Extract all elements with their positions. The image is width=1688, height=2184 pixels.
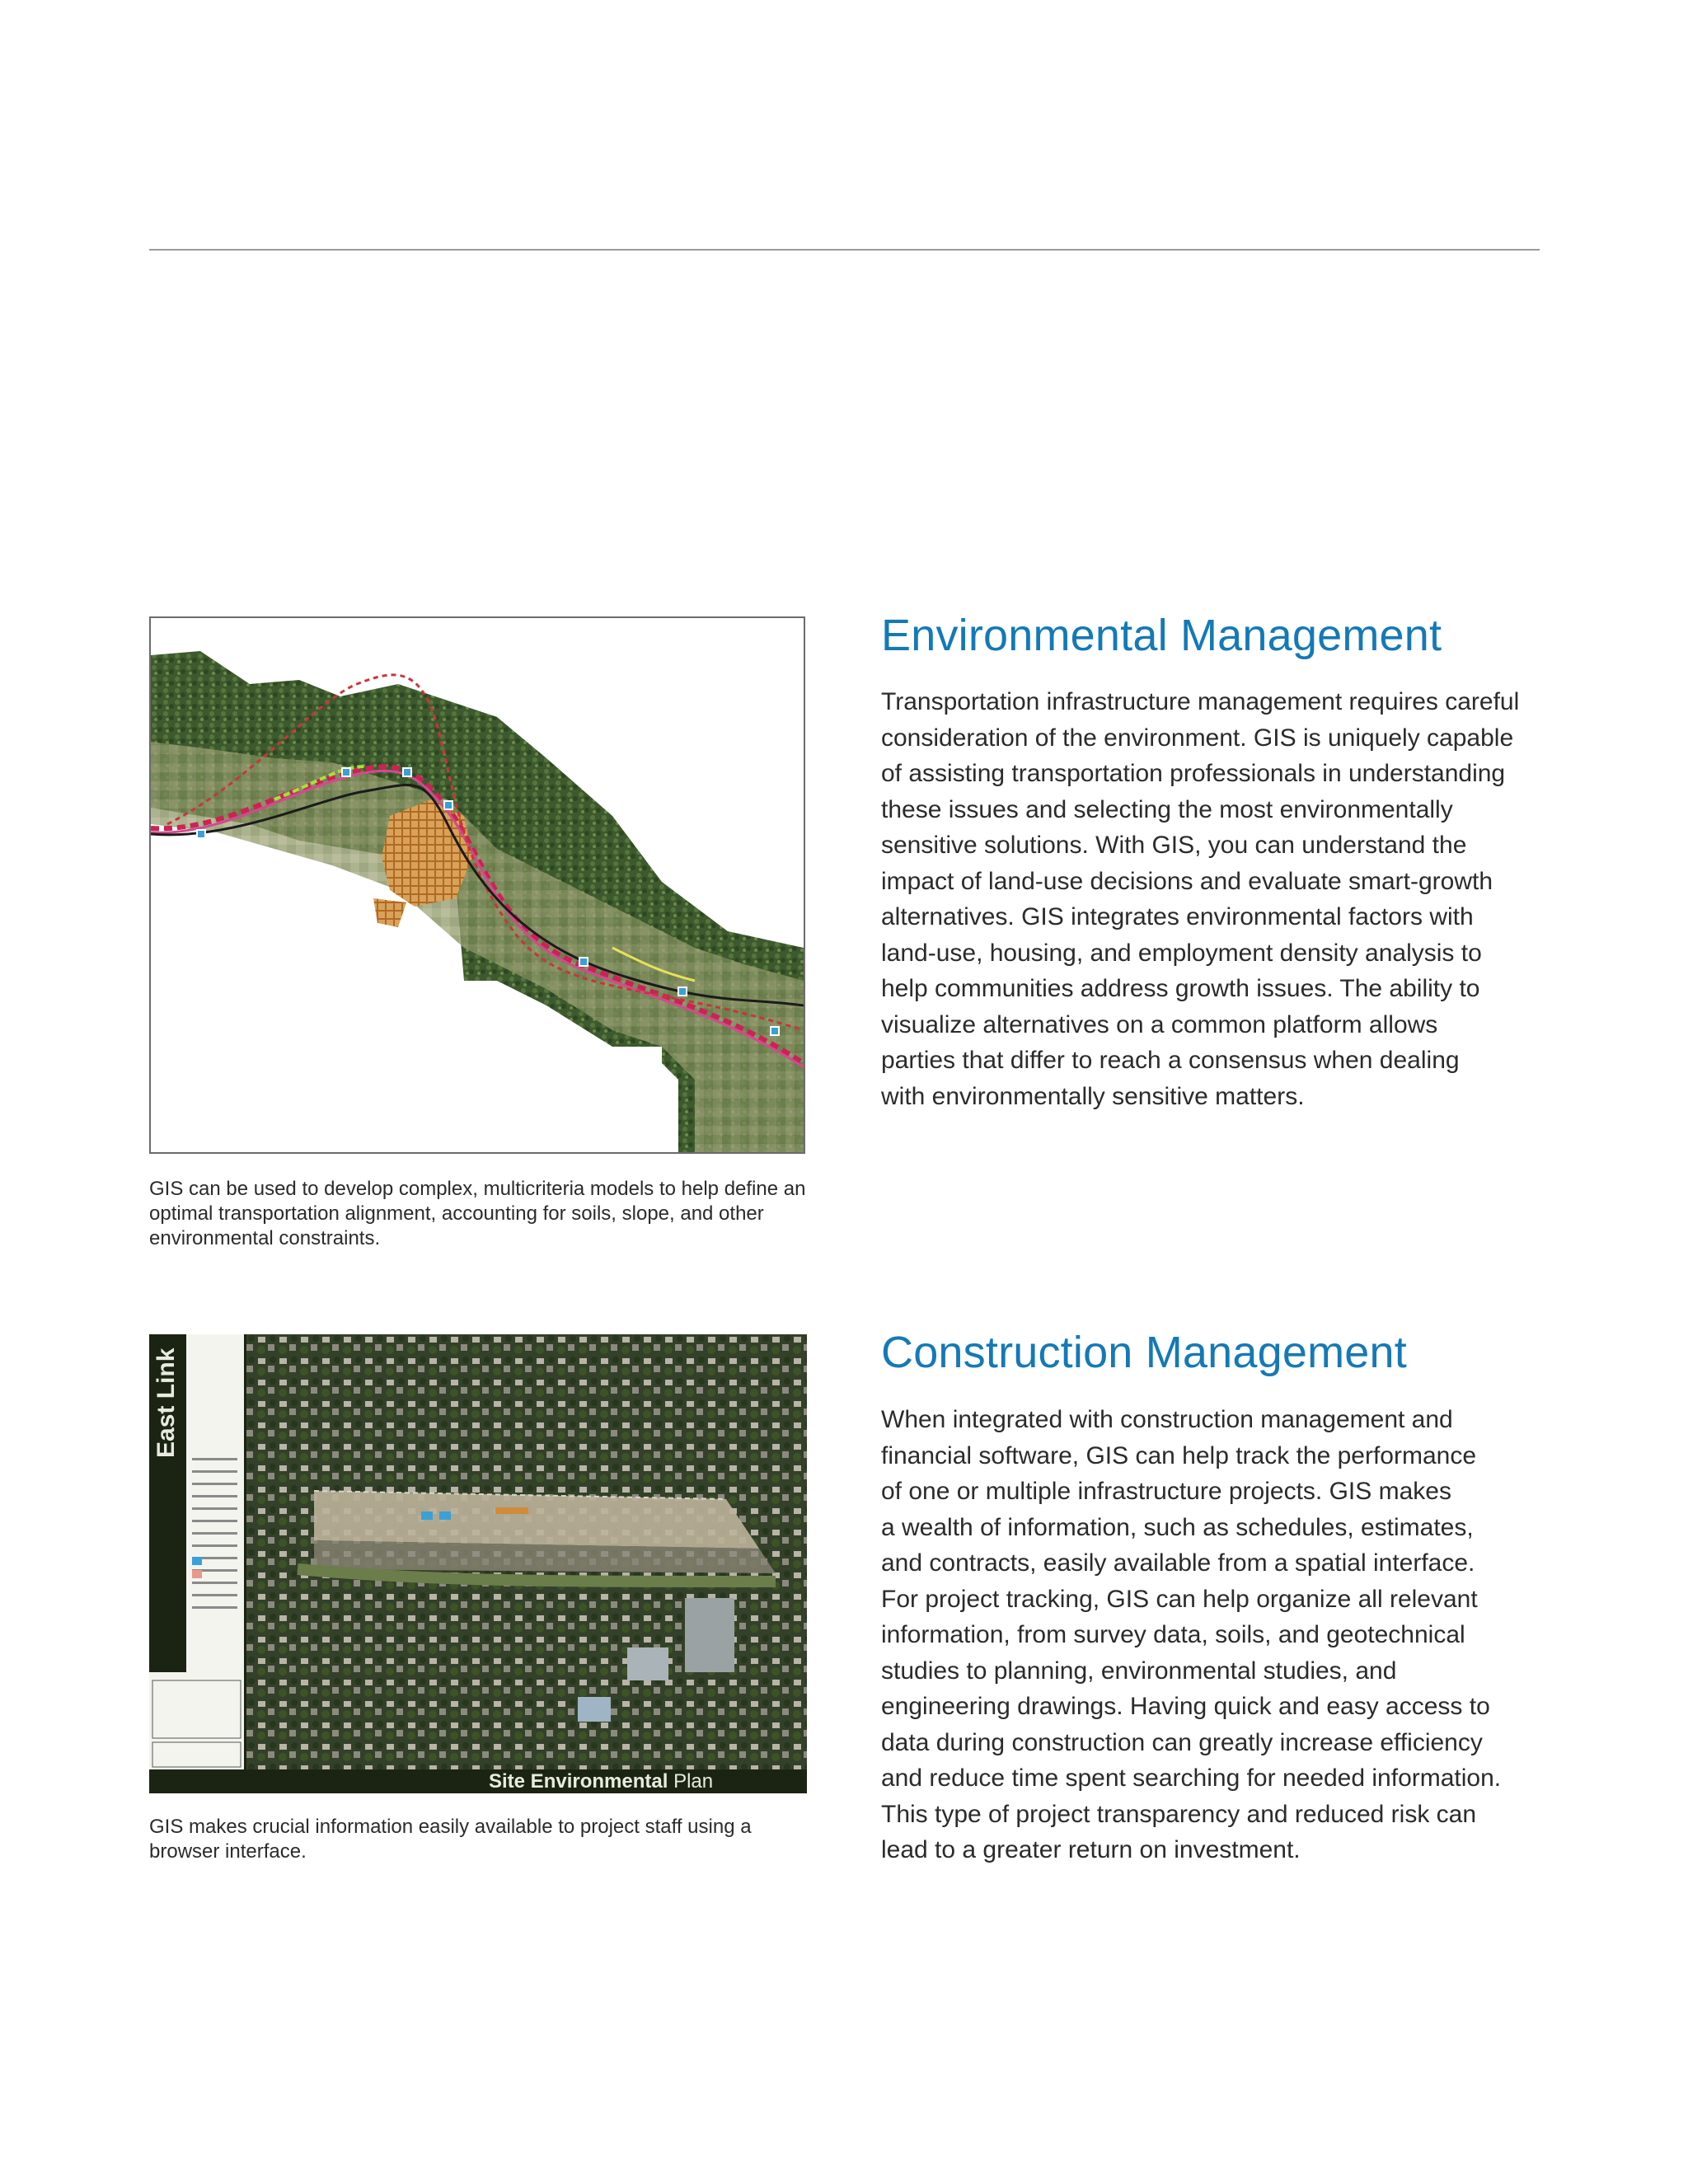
map-plan-title bbox=[489, 1770, 713, 1793]
map-plan-title-light: Plan bbox=[673, 1770, 714, 1793]
body-line: visualize alternatives on a common platform allows bbox=[881, 1010, 1438, 1038]
body-line: data during construction can greatly increase efficiency bbox=[881, 1728, 1483, 1756]
body-line: For project tracking, GIS can help organize all relevant bbox=[881, 1585, 1478, 1613]
body-line: engineering drawings. Having quick and easy access to bbox=[881, 1693, 1490, 1720]
section-body-construction bbox=[881, 1402, 1557, 1868]
body-line: parties that differ to reach a consensus when dealing bbox=[881, 1047, 1460, 1074]
alignment-map-image bbox=[149, 616, 805, 1154]
body-line: of assisting transportation professionals in understanding bbox=[881, 760, 1506, 787]
figure-caption-environmental: GIS can be used to develop complex, multicriteria models to help define an optimal transportation alignment, accounting for soils, slope, and other environmental constraints. bbox=[149, 1178, 806, 1249]
body-line: information, from survey data, soils, and geotechnical bbox=[881, 1621, 1465, 1648]
body-line: This type of project transparency and reduced risk can bbox=[881, 1800, 1477, 1828]
body-line: of one or multiple infrastructure projects. GIS makes bbox=[881, 1478, 1451, 1505]
body-line: with environmentally sensitive matters. bbox=[881, 1082, 1305, 1110]
top-divider bbox=[149, 249, 1540, 251]
body-line: When integrated with construction management and bbox=[881, 1406, 1453, 1433]
body-line: sensitive solutions. With GIS, you can understand the bbox=[881, 832, 1467, 859]
body-line: impact of land-use decisions and evaluate smart-growth bbox=[881, 867, 1493, 895]
body-line: land-use, housing, and employment density analysis to bbox=[881, 939, 1482, 967]
site-plan-graphic bbox=[149, 1334, 807, 1793]
section-title-construction: Construction Management bbox=[881, 1328, 1407, 1377]
body-line: and contracts, easily available from a spatial interface. bbox=[881, 1549, 1475, 1577]
site-plan-image bbox=[149, 1334, 807, 1793]
body-line: help communities address growth issues. The ability to bbox=[881, 975, 1480, 1002]
body-line: studies to planning, environmental studies, and bbox=[881, 1657, 1397, 1685]
section-title-environmental: Environmental Management bbox=[881, 611, 1442, 660]
body-line: alternatives. GIS integrates environmental factors with bbox=[881, 903, 1474, 930]
body-line: Transportation infrastructure management requires careful bbox=[881, 688, 1520, 715]
body-line: consideration of the environment. GIS is uniquely capable bbox=[881, 724, 1514, 752]
body-line: lead to a greater return on investment. bbox=[881, 1836, 1301, 1863]
section-body-environmental bbox=[881, 684, 1557, 1114]
terrain-map-graphic bbox=[151, 618, 804, 1152]
body-line: a wealth of information, such as schedules, estimates, bbox=[881, 1513, 1474, 1541]
map-plan-title-bold: Site Environmental bbox=[489, 1770, 668, 1793]
body-line: and reduce time spent searching for needed information. bbox=[881, 1765, 1502, 1792]
map-side-title: East Link bbox=[152, 1347, 180, 1458]
body-line: financial software, GIS can help track the performance bbox=[881, 1441, 1477, 1469]
figure-caption-construction: GIS makes crucial information easily available to project staff using a browser interface. bbox=[149, 1816, 752, 1863]
body-line: these issues and selecting the most environmentally bbox=[881, 795, 1453, 823]
